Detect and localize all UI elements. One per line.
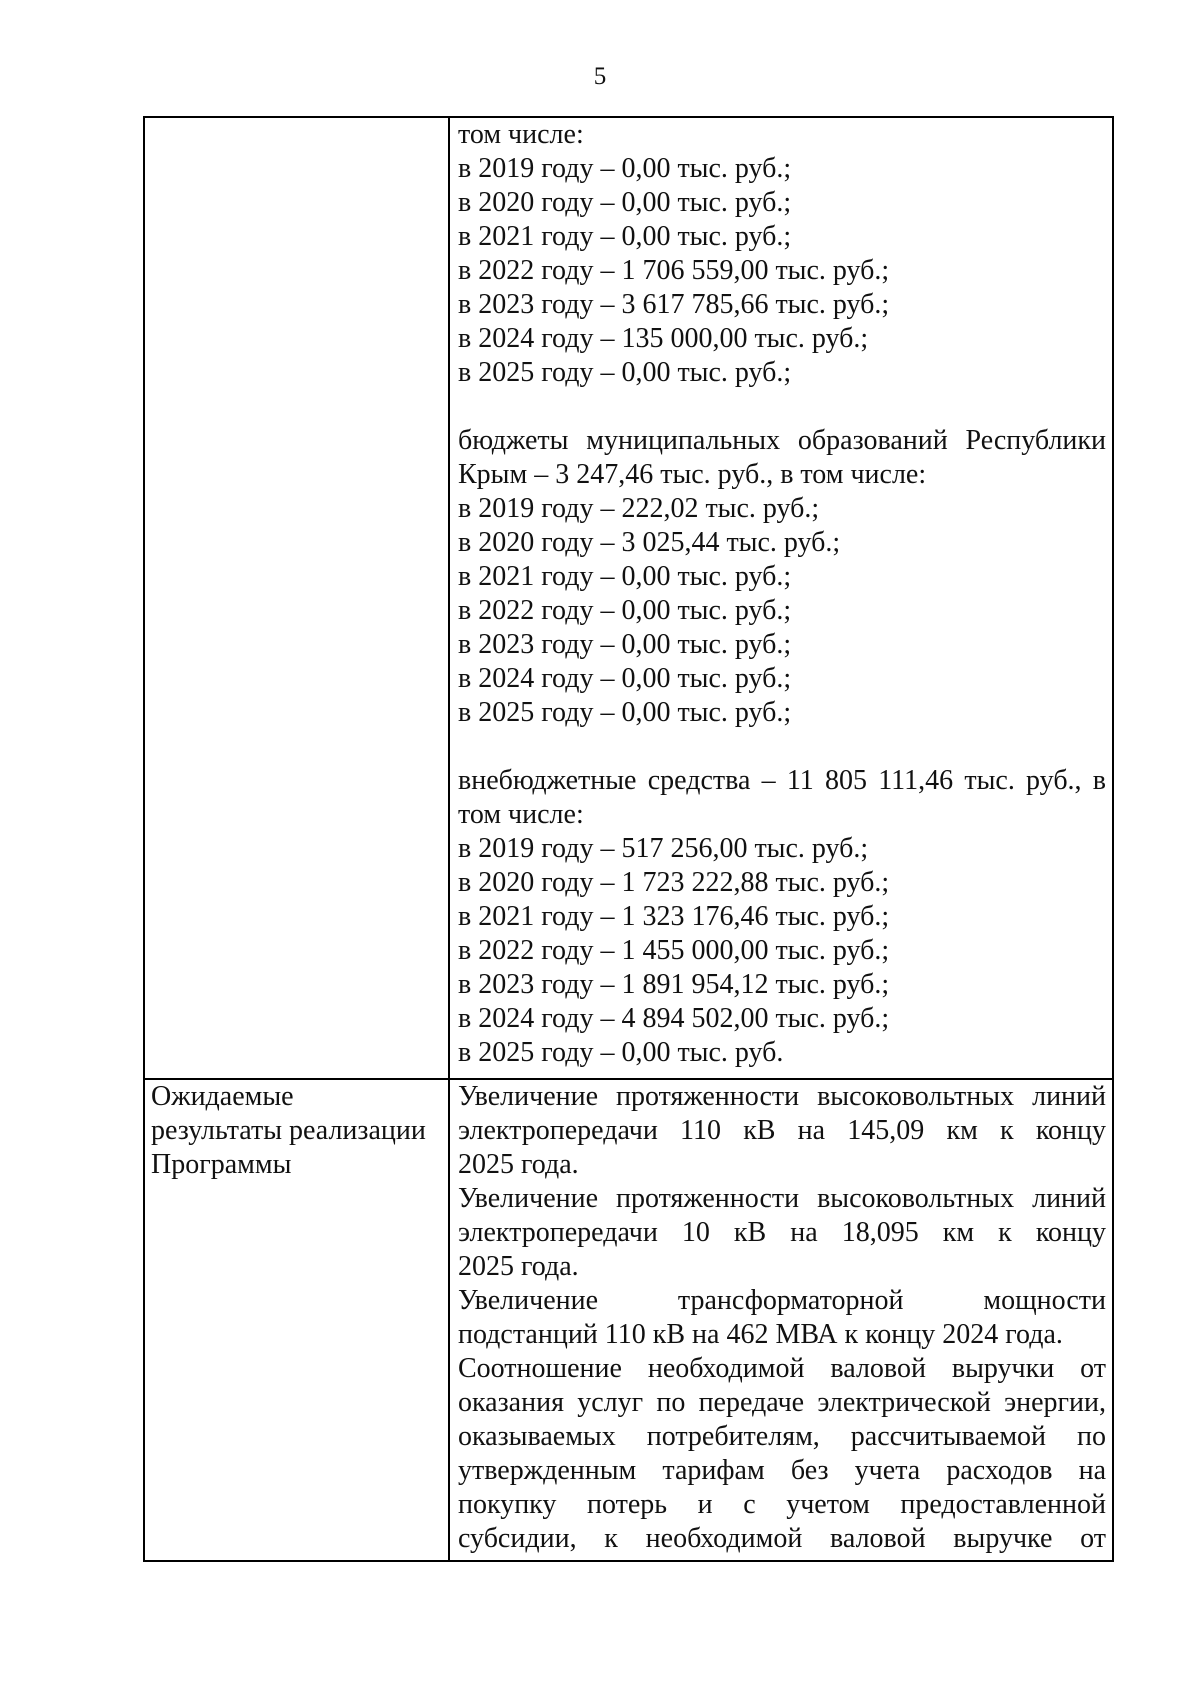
text-line: утвержденным тарифам без учета расходов на xyxy=(458,1455,1106,1486)
label-line: Программы xyxy=(151,1149,292,1180)
text-line: в 2025 году – 0,00 тыс. руб.; xyxy=(458,357,792,388)
text-line: в 2020 году – 3 025,44 тыс. руб.; xyxy=(458,527,841,558)
text-line: в 2024 году – 135 000,00 тыс. руб.; xyxy=(458,323,869,354)
text-line: в 2021 году – 0,00 тыс. руб.; xyxy=(458,221,792,252)
extrabudgetary-block xyxy=(458,764,1106,1070)
paragraph-gap xyxy=(458,390,1106,424)
label-line: Ожидаемые xyxy=(151,1081,294,1112)
text-line: в 2021 году – 1 323 176,46 тыс. руб.; xyxy=(458,901,890,932)
text-line: подстанций 110 кВ на 462 МВА к концу 2024 года. xyxy=(458,1319,1063,1350)
text-line: 2025 года. xyxy=(458,1149,579,1180)
text-line: 2025 года. xyxy=(458,1251,579,1282)
text-line: в 2021 году – 0,00 тыс. руб.; xyxy=(458,561,792,592)
republic-budget-years xyxy=(458,118,1106,390)
text-line: в 2020 году – 0,00 тыс. руб.; xyxy=(458,187,792,218)
text-line: Увеличение трансформаторной мощности xyxy=(458,1285,1106,1316)
text-line: в 2022 году – 1 455 000,00 тыс. руб.; xyxy=(458,935,890,966)
label-line: результаты реализации xyxy=(151,1115,426,1146)
program-passport-table xyxy=(143,116,1114,1562)
text-line: в 2019 году – 517 256,00 тыс. руб.; xyxy=(458,833,869,864)
text-line: в 2024 году – 0,00 тыс. руб.; xyxy=(458,663,792,694)
text-line: Увеличение протяженности высоковольтных линий xyxy=(458,1081,1106,1112)
table-row-financing xyxy=(144,117,1113,1079)
paragraph-gap xyxy=(458,730,1106,764)
text-line: электропередачи 110 кВ на 145,09 км к концу xyxy=(458,1115,1106,1146)
text-line: бюджеты муниципальных образований Республики xyxy=(458,425,1106,456)
text-line: том числе: xyxy=(458,119,584,150)
text-line: в 2019 году – 222,02 тыс. руб.; xyxy=(458,493,820,524)
text-line: оказания услуг по передаче электрической энергии, xyxy=(458,1387,1106,1418)
financing-cell xyxy=(449,117,1113,1079)
row-label-empty xyxy=(144,117,449,1079)
text-line: в 2020 году – 1 723 222,88 тыс. руб.; xyxy=(458,867,890,898)
text-line: Соотношение необходимой валовой выручки от xyxy=(458,1353,1106,1384)
expected-results-cell xyxy=(449,1079,1113,1561)
text-line: Крым – 3 247,46 тыс. руб., в том числе: xyxy=(458,459,927,490)
text-line: оказываемых потребителям, рассчитываемой по xyxy=(458,1421,1106,1452)
text-line: электропередачи 10 кВ на 18,095 км к концу xyxy=(458,1217,1106,1248)
text-line: в 2022 году – 0,00 тыс. руб.; xyxy=(458,595,792,626)
page-number: 5 xyxy=(593,63,607,90)
text-line: субсидии, к необходимой валовой выручке от xyxy=(458,1523,1106,1554)
table-row-expected-results xyxy=(144,1079,1113,1561)
municipal-budgets-block xyxy=(458,424,1106,730)
text-line: в 2023 году – 1 891 954,12 тыс. руб.; xyxy=(458,969,890,1000)
text-line: в 2025 году – 0,00 тыс. руб. xyxy=(458,1037,784,1068)
text-line: в 2023 году – 3 617 785,66 тыс. руб.; xyxy=(458,289,890,320)
row-label-expected-results xyxy=(144,1079,449,1561)
text-line: в 2025 году – 0,00 тыс. руб.; xyxy=(458,697,792,728)
text-line: в 2023 году – 0,00 тыс. руб.; xyxy=(458,629,792,660)
text-line: том числе: xyxy=(458,799,584,830)
text-line: внебюджетные средства – 11 805 111,46 тыс. руб., в xyxy=(458,765,1106,796)
text-line: в 2024 году – 4 894 502,00 тыс. руб.; xyxy=(458,1003,890,1034)
text-line: Увеличение протяженности высоковольтных линий xyxy=(458,1183,1106,1214)
text-line: покупку потерь и с учетом предоставленной xyxy=(458,1489,1106,1520)
text-line: в 2019 году – 0,00 тыс. руб.; xyxy=(458,153,792,184)
text-line: в 2022 году – 1 706 559,00 тыс. руб.; xyxy=(458,255,890,286)
